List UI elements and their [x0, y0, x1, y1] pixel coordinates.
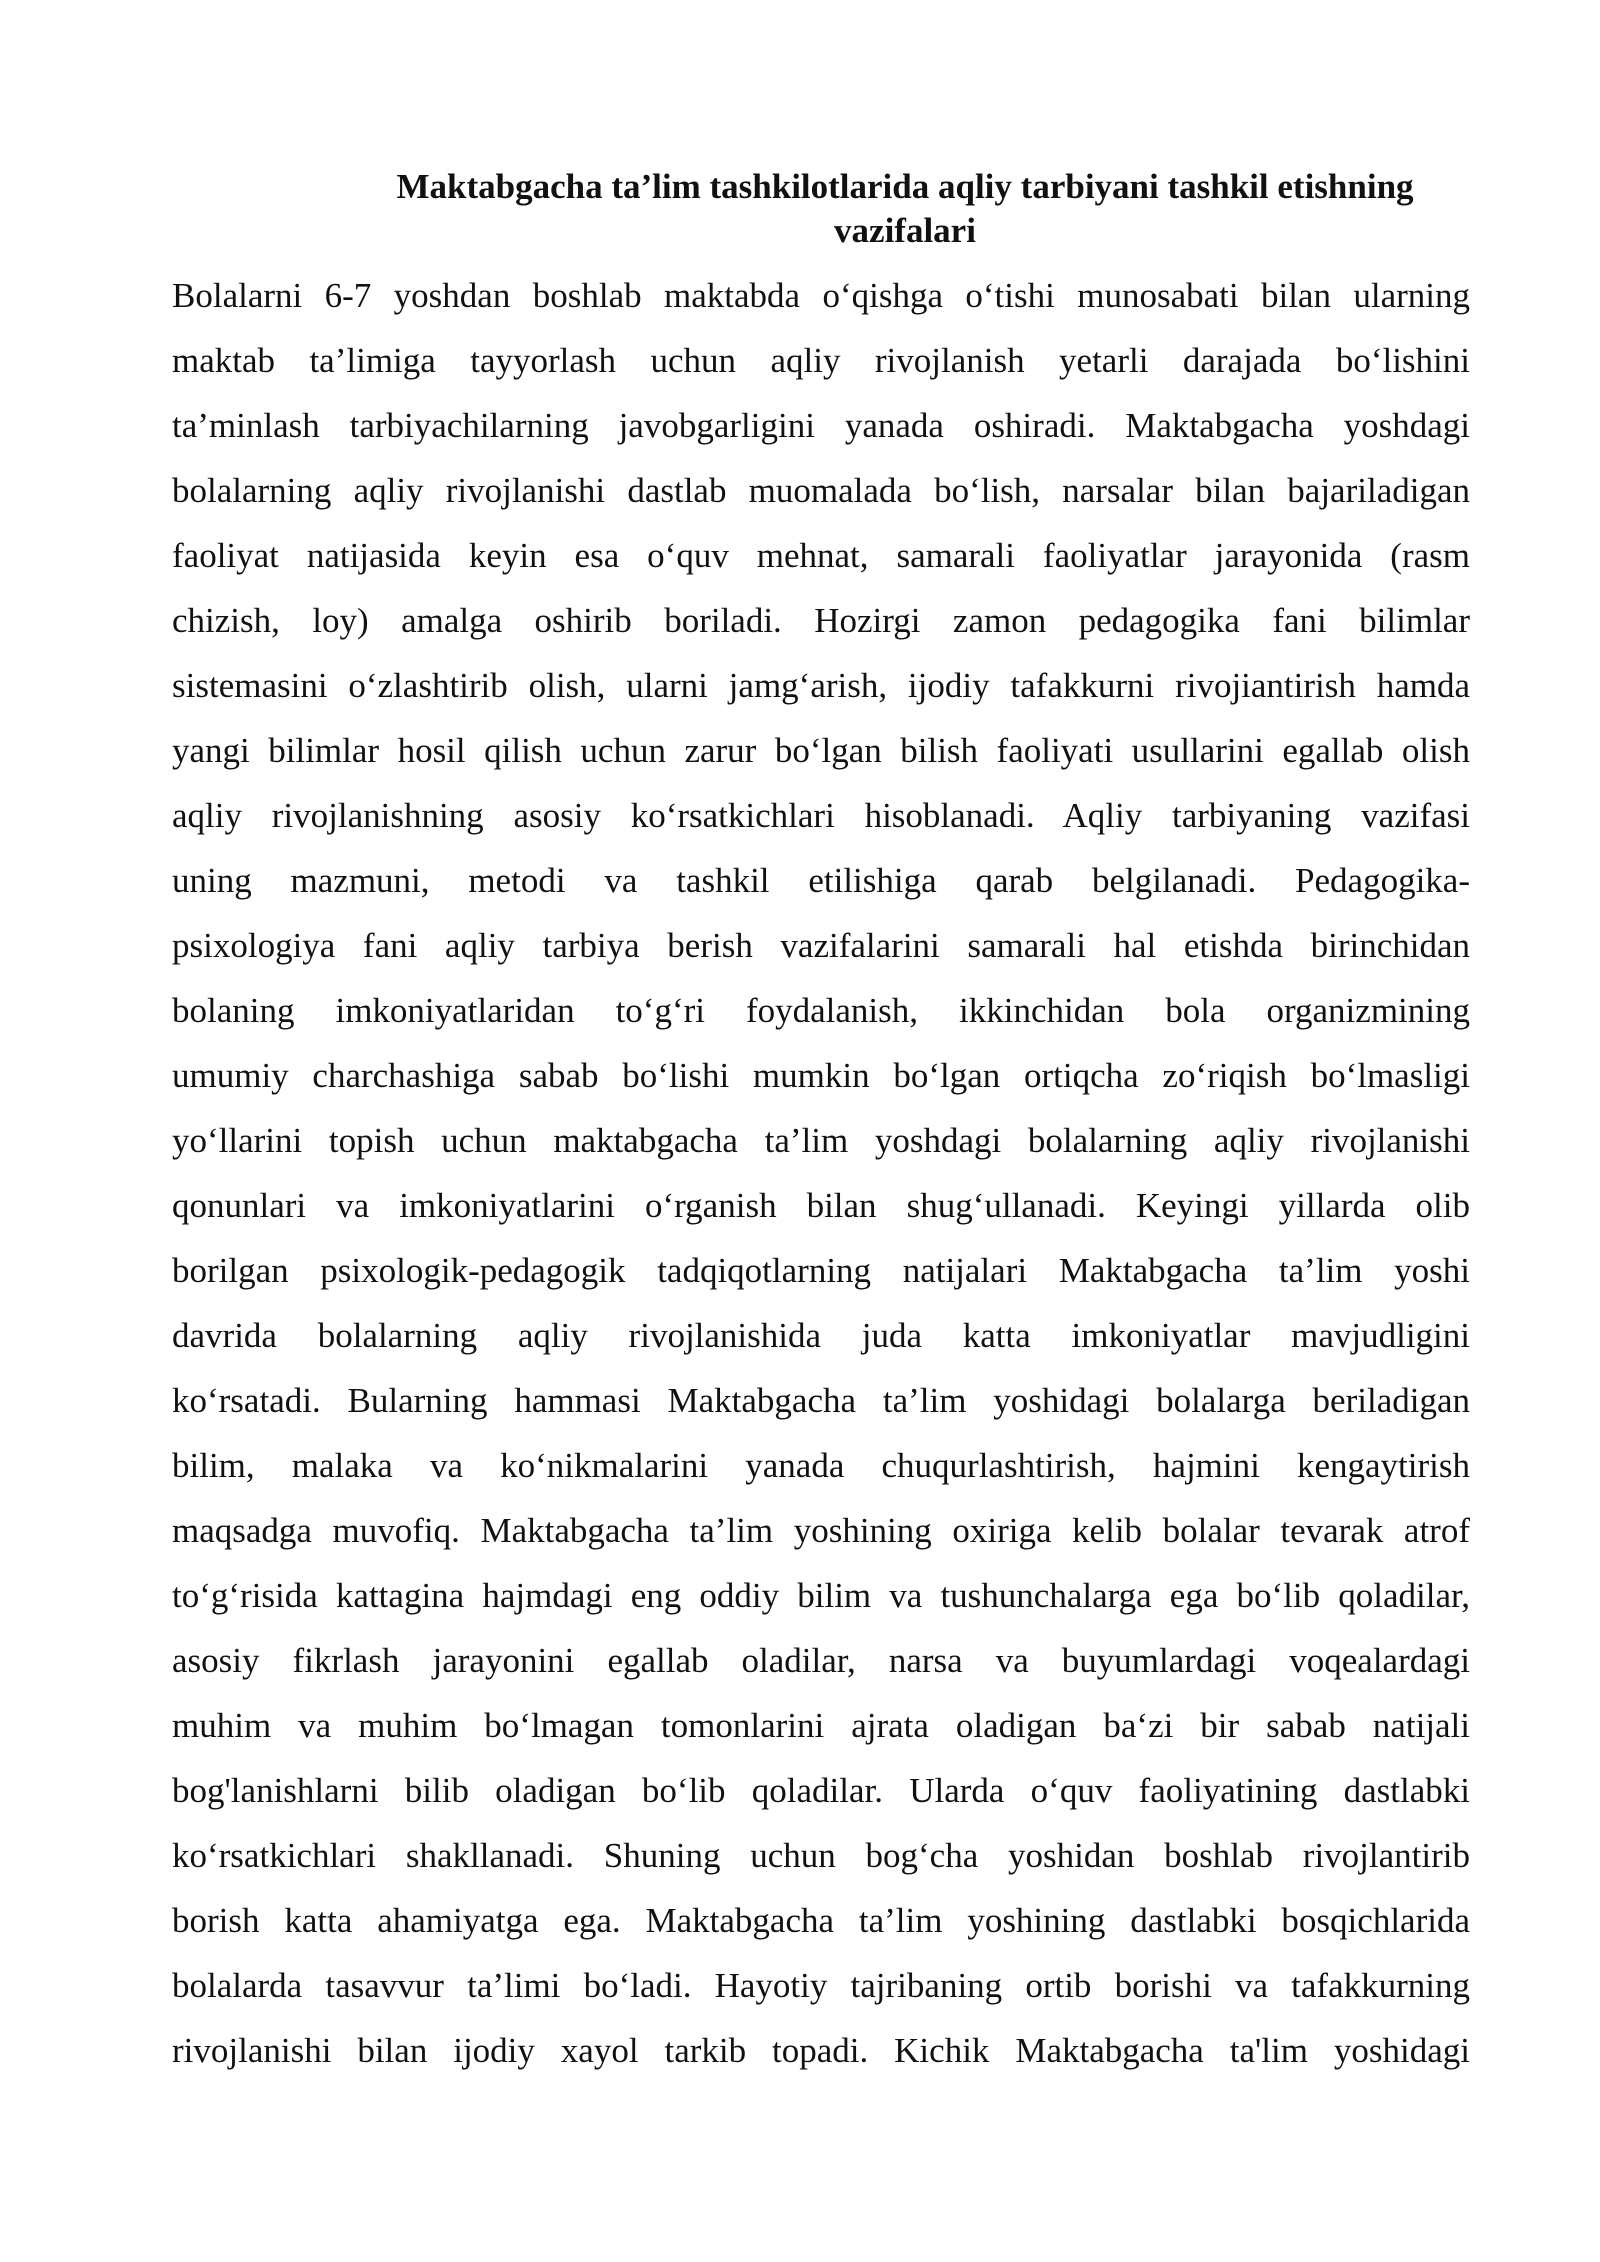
body-line: bolalarning aqliy rivojlanishi dastlab muomalada bo‘lish, narsalar bilan bajariladigan — [172, 471, 1470, 510]
body-line: qonunlari va imkoniyatlarini o‘rganish bilan shug‘ullanadi. Keyingi yillarda olib — [172, 1186, 1470, 1225]
title-line-1: Maktabgacha ta’lim tashkilotlarida aqliy tarbiyani tashkil etishning — [396, 167, 1414, 206]
body-line: Bolalarni 6-7 yoshdan boshlab maktabda o‘qishga o‘tishi munosabati bilan ularning — [172, 276, 1470, 315]
document-title — [350, 165, 1460, 253]
body-line: muhim va muhim bo‘lmagan tomonlarini ajrata oladigan ba‘zi bir sabab natijali — [172, 1706, 1470, 1745]
body-line: yo‘llarini topish uchun maktabgacha ta’lim yoshdagi bolalarning aqliy rivojlanishi — [172, 1121, 1470, 1160]
body-line: maqsadga muvofiq. Maktabgacha ta’lim yoshining oxiriga kelib bolalar tevarak atrof — [172, 1511, 1470, 1550]
body-line: bolaning imkoniyatlaridan to‘g‘ri foydalanish, ikkinchidan bola organizmining — [172, 991, 1470, 1030]
body-line: borish katta ahamiyatga ega. Maktabgacha ta’lim yoshining dastlabki bosqichlarida — [172, 1901, 1470, 1940]
body-line: psixologiya fani aqliy tarbiya berish vazifalarini samarali hal etishda birinchidan — [172, 926, 1470, 965]
body-line: to‘g‘risida kattagina hajmdagi eng oddiy bilim va tushunchalarga ega bo‘lib qoladilar, — [172, 1576, 1470, 1615]
body-line: sistemasini o‘zlashtirib olish, ularni jamg‘arish, ijodiy tafakkurni rivojiantirish hamda — [172, 666, 1470, 705]
body-line: chizish, loy) amalga oshirib boriladi. Hozirgi zamon pedagogika fani bilimlar — [172, 601, 1470, 640]
body-line: davrida bolalarning aqliy rivojlanishida juda katta imkoniyatlar mavjudligini — [172, 1316, 1470, 1355]
body-line: bog'lanishlarni bilib oladigan bo‘lib qoladilar. Ularda o‘quv faoliyatining dastlabki — [172, 1771, 1470, 1810]
body-line: bolalarda tasavvur ta’limi bo‘ladi. Hayotiy tajribaning ortib borishi va tafakkurning — [172, 1966, 1470, 2005]
body-line: bilim, malaka va ko‘nikmalarini yanada chuqurlashtirish, hajmini kengaytirish — [172, 1446, 1470, 1485]
body-line: ko‘rsatadi. Bularning hammasi Maktabgacha ta’lim yoshidagi bolalarga beriladigan — [172, 1381, 1470, 1420]
body-line: borilgan psixologik-pedagogik tadqiqotlarning natijalari Maktabgacha ta’lim yoshi — [172, 1251, 1470, 1290]
body-line: ko‘rsatkichlari shakllanadi. Shuning uchun bog‘cha yoshidan boshlab rivojlantirib — [172, 1836, 1470, 1875]
body-paragraph — [172, 263, 1470, 2083]
body-line: yangi bilimlar hosil qilish uchun zarur bo‘lgan bilish faoliyati usullarini egallab olish — [172, 731, 1470, 770]
body-line: faoliyat natijasida keyin esa o‘quv mehnat, samarali faoliyatlar jarayonida (rasm — [172, 536, 1470, 575]
body-line: umumiy charchashiga sabab bo‘lishi mumkin bo‘lgan ortiqcha zo‘riqish bo‘lmasligi — [172, 1056, 1470, 1095]
body-line: maktab ta’limiga tayyorlash uchun aqliy rivojlanish yetarli darajada bo‘lishini — [172, 341, 1470, 380]
body-line: rivojlanishi bilan ijodiy xayol tarkib topadi. Kichik Maktabgacha ta'lim yoshidagi — [172, 2031, 1470, 2070]
body-line: aqliy rivojlanishning asosiy ko‘rsatkichlari hisoblanadi. Aqliy tarbiyaning vazifasi — [172, 796, 1470, 835]
body-line: uning mazmuni, metodi va tashkil etilishiga qarab belgilanadi. Pedagogika- — [172, 861, 1470, 900]
body-line: ta’minlash tarbiyachilarning javobgarligini yanada oshiradi. Maktabgacha yoshdagi — [172, 406, 1470, 445]
body-line: asosiy fikrlash jarayonini egallab oladilar, narsa va buyumlardagi voqealardagi — [172, 1641, 1470, 1680]
title-line-2: vazifalari — [834, 211, 976, 250]
